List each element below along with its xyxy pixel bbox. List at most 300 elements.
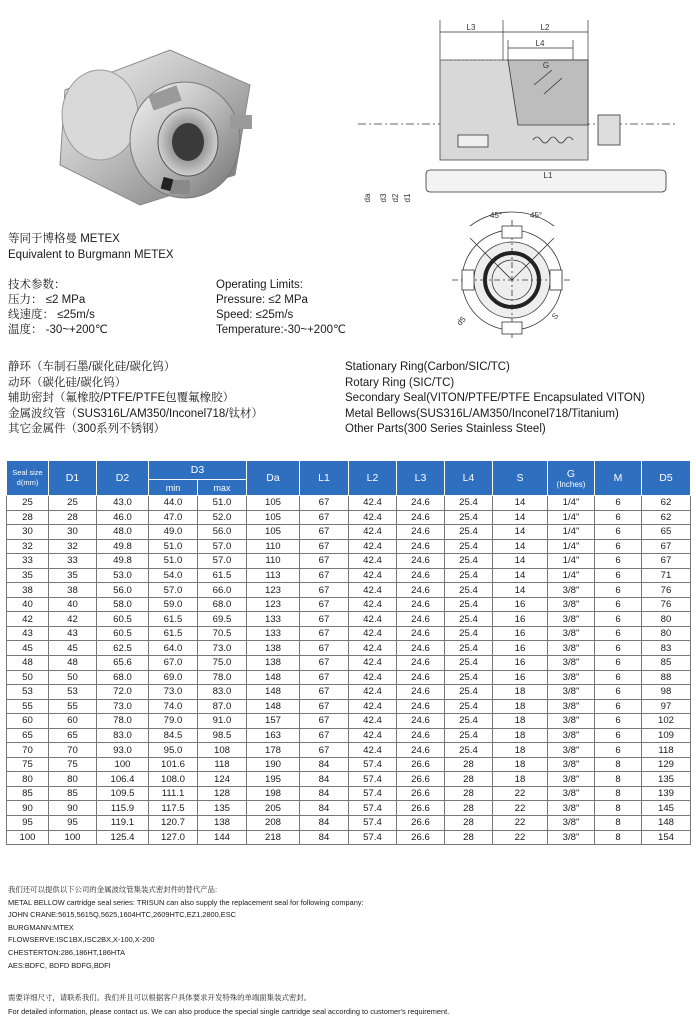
table-cell: 190 (247, 757, 300, 772)
table-cell: 25.4 (445, 670, 493, 685)
table-cell: 42 (7, 612, 49, 627)
table-cell: 1/4" (548, 539, 595, 554)
table-row (7, 670, 691, 685)
table-cell: 42 (49, 612, 97, 627)
table-cell: 25.4 (445, 685, 493, 700)
table-cell: 80 (642, 612, 691, 627)
table-cell: 8 (595, 830, 642, 845)
table-cell: 53.0 (97, 568, 149, 583)
col-l2: L2 (349, 461, 397, 496)
table-cell: 178 (247, 743, 300, 758)
table-cell: 54.0 (149, 568, 198, 583)
table-cell: 83.0 (97, 728, 149, 743)
table-cell: 105 (247, 525, 300, 540)
table-cell: 3/8" (548, 830, 595, 845)
dim-d3: d3 (379, 193, 388, 203)
table-cell: 28 (445, 830, 493, 845)
table-cell: 57.4 (349, 757, 397, 772)
table-row (7, 539, 691, 554)
table-cell: 57.0 (149, 583, 198, 598)
table-cell: 43 (49, 626, 97, 641)
table-cell: 26.6 (397, 757, 445, 772)
table-cell: 57.4 (349, 816, 397, 831)
table-cell: 16 (493, 597, 548, 612)
table-cell: 53 (7, 685, 49, 700)
table-cell: 6 (595, 626, 642, 641)
table-cell: 43.0 (97, 496, 149, 511)
table-cell: 42.4 (349, 714, 397, 729)
table-cell: 93.0 (97, 743, 149, 758)
table-cell: 45 (49, 641, 97, 656)
dim-l1: L1 (543, 171, 553, 180)
table-cell: 18 (493, 728, 548, 743)
table-cell: 67 (300, 597, 349, 612)
table-cell: 75 (49, 757, 97, 772)
table-cell: 42.4 (349, 626, 397, 641)
table-cell: 138 (198, 816, 247, 831)
table-cell: 67 (300, 626, 349, 641)
table-cell: 32 (49, 539, 97, 554)
table-cell: 59.0 (149, 597, 198, 612)
table-cell: 25.4 (445, 714, 493, 729)
table-cell: 25.4 (445, 612, 493, 627)
table-cell: 90 (49, 801, 97, 816)
table-cell: 120.7 (149, 816, 198, 831)
table-cell: 113 (247, 568, 300, 583)
table-cell: 135 (198, 801, 247, 816)
table-cell: 88 (642, 670, 691, 685)
table-cell: 8 (595, 816, 642, 831)
table-cell: 145 (642, 801, 691, 816)
angle-left: 45° (490, 211, 503, 220)
table-cell: 6 (595, 641, 642, 656)
table-cell: 28 (445, 816, 493, 831)
table-cell: 55 (49, 699, 97, 714)
table-cell: 16 (493, 656, 548, 671)
table-cell: 135 (642, 772, 691, 787)
table-cell: 123 (247, 597, 300, 612)
table-cell: 26.6 (397, 772, 445, 787)
table-cell: 75.0 (198, 656, 247, 671)
table-cell: 138 (247, 656, 300, 671)
dim-g: G (542, 61, 550, 70)
table-cell: 65 (49, 728, 97, 743)
table-cell: 18 (493, 757, 548, 772)
table-cell: 73.0 (198, 641, 247, 656)
table-cell: 60 (7, 714, 49, 729)
table-cell: 111.1 (149, 786, 198, 801)
table-cell: 1/4" (548, 525, 595, 540)
table-cell: 69.0 (149, 670, 198, 685)
table-cell: 3/8" (548, 685, 595, 700)
dim-s: S (550, 311, 561, 322)
table-cell: 78.0 (97, 714, 149, 729)
table-cell: 3/8" (548, 743, 595, 758)
dimension-table (6, 460, 691, 845)
table-cell: 6 (595, 670, 642, 685)
table-cell: 65 (7, 728, 49, 743)
table-cell: 6 (595, 714, 642, 729)
material-en-item: Stationary Ring(Carbon/SIC/TC) (345, 361, 510, 373)
table-cell: 67 (300, 568, 349, 583)
table-cell: 124 (198, 772, 247, 787)
table-cell: 62.5 (97, 641, 149, 656)
table-cell: 14 (493, 539, 548, 554)
table-cell: 129 (642, 757, 691, 772)
table-cell: 22 (493, 830, 548, 845)
table-cell: 33 (49, 554, 97, 569)
table-cell: 56.0 (97, 583, 149, 598)
table-cell: 108.0 (149, 772, 198, 787)
table-cell: 28 (445, 757, 493, 772)
table-cell: 42.4 (349, 583, 397, 598)
table-cell: 3/8" (548, 786, 595, 801)
table-cell: 1/4" (548, 496, 595, 511)
table-cell: 57.0 (198, 554, 247, 569)
table-cell: 18 (493, 772, 548, 787)
table-cell: 6 (595, 525, 642, 540)
table-cell: 3/8" (548, 626, 595, 641)
table-cell: 51.0 (149, 554, 198, 569)
table-cell: 6 (595, 583, 642, 598)
table-cell: 67 (300, 554, 349, 569)
table-cell: 48.0 (97, 525, 149, 540)
table-cell: 42.4 (349, 685, 397, 700)
table-cell: 6 (595, 568, 642, 583)
table-cell: 84 (300, 801, 349, 816)
table-cell: 28 (7, 510, 49, 525)
seal-product-photo (20, 30, 290, 210)
table-cell: 40 (7, 597, 49, 612)
table-cell: 25.4 (445, 743, 493, 758)
table-cell: 42.4 (349, 656, 397, 671)
table-row (7, 830, 691, 845)
table-cell: 52.0 (198, 510, 247, 525)
table-cell: 106.4 (97, 772, 149, 787)
table-cell: 163 (247, 728, 300, 743)
table-cell: 61.5 (198, 568, 247, 583)
table-row (7, 757, 691, 772)
table-cell: 68.0 (198, 597, 247, 612)
table-cell: 62 (642, 496, 691, 511)
table-cell: 42.4 (349, 743, 397, 758)
equiv-en: Equivalent to Burgmann METEX (8, 249, 174, 261)
table-cell: 115.9 (97, 801, 149, 816)
table-cell: 6 (595, 699, 642, 714)
table-cell: 57.4 (349, 801, 397, 816)
table-cell: 139 (642, 786, 691, 801)
table-cell: 144 (198, 830, 247, 845)
table-cell: 195 (247, 772, 300, 787)
table-cell: 102 (642, 714, 691, 729)
col-d3-max: max (198, 480, 247, 496)
table-row (7, 496, 691, 511)
table-cell: 25.4 (445, 641, 493, 656)
table-cell: 24.6 (397, 568, 445, 583)
table-cell: 16 (493, 612, 548, 627)
table-cell: 16 (493, 670, 548, 685)
table-body (7, 496, 691, 845)
table-cell: 84 (300, 830, 349, 845)
table-cell: 95.0 (149, 743, 198, 758)
temp-en: Temperature:-30~+200℃ (216, 324, 346, 336)
table-cell: 72.0 (97, 685, 149, 700)
table-row (7, 772, 691, 787)
table-cell: 25.4 (445, 656, 493, 671)
table-cell: 67 (300, 670, 349, 685)
table-cell: 49.8 (97, 539, 149, 554)
material-en-item: Metal Bellows(SUS316L/AM350/Inconel718/Titanium) (345, 407, 619, 420)
table-cell: 18 (493, 743, 548, 758)
table-cell: 24.6 (397, 554, 445, 569)
table-cell: 6 (595, 496, 642, 511)
table-cell: 208 (247, 816, 300, 831)
table-cell: 42.4 (349, 554, 397, 569)
table-cell: 38 (49, 583, 97, 598)
table-cell: 67 (642, 554, 691, 569)
table-cell: 85 (642, 656, 691, 671)
table-cell: 71 (642, 568, 691, 583)
col-m: M (595, 461, 642, 496)
footer-line: AES:BDFC, BDFD BDFG,BDFI (8, 960, 111, 970)
table-cell: 60.5 (97, 612, 149, 627)
table-cell: 95 (7, 816, 49, 831)
table-cell: 24.6 (397, 525, 445, 540)
table-cell: 67.0 (149, 656, 198, 671)
table-cell: 42.4 (349, 496, 397, 511)
table-cell: 95 (49, 816, 97, 831)
col-d5: D5 (642, 461, 691, 496)
table-cell: 127.0 (149, 830, 198, 845)
table-cell: 118 (198, 757, 247, 772)
table-row (7, 699, 691, 714)
table-cell: 148 (247, 670, 300, 685)
footer-line: 我们还可以提供以下公司的金属波纹管集装式密封件的替代产品: (8, 885, 217, 894)
table-cell: 14 (493, 496, 548, 511)
table-cell: 25.4 (445, 496, 493, 511)
table-cell: 6 (595, 612, 642, 627)
material-en-item: Secondary Seal(VITON/PTFE/PTFE Encapsulated VITON) (345, 392, 645, 404)
table-cell: 65.6 (97, 656, 149, 671)
table-cell: 84.5 (149, 728, 198, 743)
table-cell: 24.6 (397, 743, 445, 758)
table-cell: 53 (49, 685, 97, 700)
table-cell: 83 (642, 641, 691, 656)
table-cell: 25.4 (445, 568, 493, 583)
col-g: G (Inches) (548, 461, 595, 496)
table-cell: 66.0 (198, 583, 247, 598)
table-cell: 84 (300, 757, 349, 772)
table-cell: 45 (7, 641, 49, 656)
table-cell: 68.0 (97, 670, 149, 685)
table-cell: 22 (493, 801, 548, 816)
table-cell: 67 (300, 728, 349, 743)
table-cell: 6 (595, 656, 642, 671)
table-cell: 35 (7, 568, 49, 583)
dim-d5: d5 (455, 314, 468, 328)
table-cell: 49.8 (97, 554, 149, 569)
table-cell: 24.6 (397, 641, 445, 656)
table-cell: 30 (49, 525, 97, 540)
table-cell: 3/8" (548, 597, 595, 612)
table-cell: 49.0 (149, 525, 198, 540)
table-row (7, 641, 691, 656)
table-cell: 90 (7, 801, 49, 816)
table-cell: 24.6 (397, 626, 445, 641)
table-cell: 60.5 (97, 626, 149, 641)
col-d1: D1 (49, 461, 97, 496)
section-drawing (358, 20, 676, 210)
table-cell: 55 (7, 699, 49, 714)
table-cell: 78.0 (198, 670, 247, 685)
table-cell: 6 (595, 510, 642, 525)
table-cell: 50 (7, 670, 49, 685)
table-cell: 25.4 (445, 699, 493, 714)
table-cell: 14 (493, 568, 548, 583)
table-cell: 42.4 (349, 510, 397, 525)
table-cell: 57.0 (198, 539, 247, 554)
table-cell: 50 (49, 670, 97, 685)
table-cell: 6 (595, 728, 642, 743)
dim-da: da (363, 193, 372, 203)
col-d3: D3 (149, 461, 247, 480)
table-cell: 73.0 (97, 699, 149, 714)
table-cell: 33 (7, 554, 49, 569)
table-cell: 100 (97, 757, 149, 772)
table-cell: 57.4 (349, 772, 397, 787)
table-cell: 125.4 (97, 830, 149, 845)
table-cell: 24.6 (397, 539, 445, 554)
table-cell: 61.5 (149, 626, 198, 641)
table-cell: 70 (49, 743, 97, 758)
table-cell: 67 (300, 685, 349, 700)
table-cell: 3/8" (548, 699, 595, 714)
tech-title: 技术参数： (8, 279, 66, 291)
table-row (7, 583, 691, 598)
table-cell: 25 (49, 496, 97, 511)
footer-line: BURGMANN:MTEX (8, 922, 74, 932)
table-cell: 3/8" (548, 641, 595, 656)
table-cell: 18 (493, 699, 548, 714)
dim-l3: L3 (466, 23, 476, 32)
table-cell: 3/8" (548, 583, 595, 598)
col-l3: L3 (397, 461, 445, 496)
col-d2: D2 (97, 461, 149, 496)
footer-line: FLOWSERVE:ISC1BX,ISC2BX,X-100,X-200 (8, 935, 155, 945)
materials-en (345, 360, 645, 438)
material-cn-item: 金属波纹管（SUS316L/AM350/Inconel718/钛材） (8, 407, 264, 420)
table-row (7, 714, 691, 729)
table-cell: 67 (300, 656, 349, 671)
table-cell: 24.6 (397, 583, 445, 598)
table-row (7, 743, 691, 758)
table-cell: 60 (49, 714, 97, 729)
contact-en: For detailed information, please contact us. We can also produce the special single cartridge seal according to customer's requirement. (8, 1007, 450, 1016)
table-cell: 109.5 (97, 786, 149, 801)
table-cell: 51.0 (198, 496, 247, 511)
temp-cn: 温度： -30~+200℃ (8, 324, 108, 336)
table-cell: 79.0 (149, 714, 198, 729)
table-cell: 80 (7, 772, 49, 787)
table-cell: 70.5 (198, 626, 247, 641)
table-cell: 26.6 (397, 786, 445, 801)
table-cell: 198 (247, 786, 300, 801)
table-cell: 8 (595, 801, 642, 816)
table-cell: 8 (595, 757, 642, 772)
table-row (7, 597, 691, 612)
col-d3-min: min (149, 480, 198, 496)
col-seal-size: Seal size d(mm) (7, 461, 49, 496)
table-cell: 28 (445, 772, 493, 787)
table-cell: 42.4 (349, 539, 397, 554)
table-cell: 42.4 (349, 612, 397, 627)
table-cell: 69.5 (198, 612, 247, 627)
table-cell: 3/8" (548, 714, 595, 729)
table-cell: 84 (300, 786, 349, 801)
table-cell: 67 (300, 539, 349, 554)
table-cell: 25.4 (445, 525, 493, 540)
dim-d1: d1 (403, 193, 412, 203)
table-cell: 28 (445, 786, 493, 801)
table-cell: 30 (7, 525, 49, 540)
col-s: S (493, 461, 548, 496)
replacement-info (8, 884, 364, 972)
table-cell: 67 (300, 525, 349, 540)
table-cell: 123 (247, 583, 300, 598)
table-cell: 42.4 (349, 699, 397, 714)
table-cell: 57.4 (349, 786, 397, 801)
table-cell: 64.0 (149, 641, 198, 656)
equiv-cn: 等同于博格曼 METEX (8, 233, 120, 245)
table-cell: 24.6 (397, 612, 445, 627)
table-cell: 56.0 (198, 525, 247, 540)
table-cell: 109 (642, 728, 691, 743)
table-cell: 3/8" (548, 612, 595, 627)
table-cell: 8 (595, 772, 642, 787)
table-cell: 25.4 (445, 554, 493, 569)
table-cell: 42.4 (349, 641, 397, 656)
table-cell: 67 (300, 714, 349, 729)
table-cell: 6 (595, 554, 642, 569)
table-cell: 25.4 (445, 728, 493, 743)
table-row (7, 656, 691, 671)
table-cell: 43 (7, 626, 49, 641)
table-row (7, 626, 691, 641)
table-cell: 110 (247, 539, 300, 554)
table-cell: 67 (300, 583, 349, 598)
table-row (7, 525, 691, 540)
table-cell: 6 (595, 743, 642, 758)
table-cell: 118 (642, 743, 691, 758)
speed-cn: 线速度： ≤25m/s (8, 309, 95, 321)
table-cell: 117.5 (149, 801, 198, 816)
table-cell: 3/8" (548, 728, 595, 743)
table-cell: 84 (300, 772, 349, 787)
table-cell: 42.4 (349, 525, 397, 540)
table-cell: 3/8" (548, 656, 595, 671)
table-row (7, 728, 691, 743)
table-cell: 80 (642, 626, 691, 641)
table-cell: 46.0 (97, 510, 149, 525)
table-cell: 26.6 (397, 816, 445, 831)
table-cell: 80 (49, 772, 97, 787)
dim-l2: L2 (540, 23, 550, 32)
table-cell: 14 (493, 510, 548, 525)
col-da: Da (247, 461, 300, 496)
table-cell: 148 (247, 699, 300, 714)
table-cell: 85 (49, 786, 97, 801)
table-cell: 26.6 (397, 801, 445, 816)
